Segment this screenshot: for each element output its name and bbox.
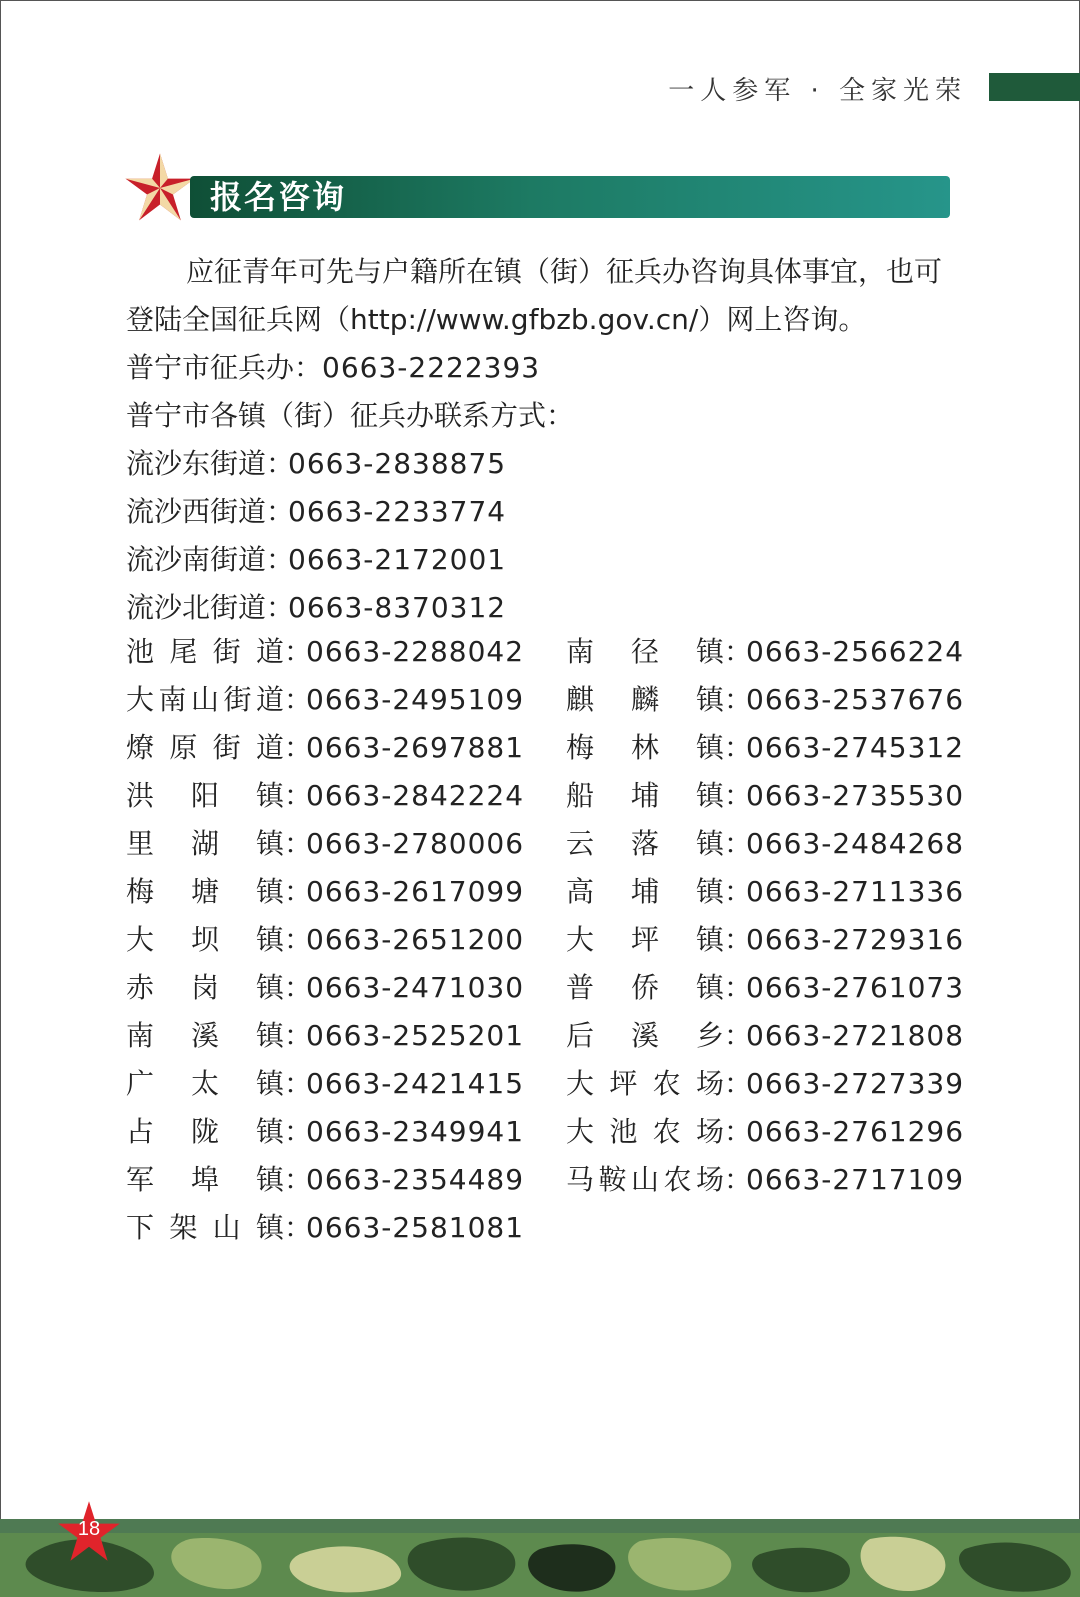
contact-phone: 0663-8370312 [288,591,507,624]
contact-name: 马鞍山农场 [566,1163,724,1196]
contact-phone: 0663-2581081 [306,1211,525,1244]
contact-row: 高埔镇：0663-2711336 [566,870,964,910]
contact-phone: 0663-2354489 [306,1163,525,1196]
contact-phone: 0663-2717109 [746,1163,965,1196]
contact-phone: 0663-2729316 [746,923,965,956]
contact-name: 高埔镇 [566,875,724,908]
contact-row: 流沙西街道：0663-2233774 [126,495,507,528]
contact-name: 普侨镇 [566,971,724,1004]
contact-row: 大坪镇：0663-2729316 [566,918,964,958]
towns-heading: 普宁市各镇（街）征兵办联系方式： [126,399,575,432]
contact-name: 赤岗镇 [126,971,284,1004]
contact-name: 后溪乡 [566,1019,724,1052]
contact-name: 里湖镇 [126,827,284,860]
contact-phone: 0663-2233774 [288,495,507,528]
contact-phone: 0663-2651200 [306,923,525,956]
contact-name: 流沙西街道 [126,495,267,528]
header-accent-bar [989,73,1080,101]
star-emblem-icon [124,152,196,224]
contact-phone: 0663-2761073 [746,971,965,1004]
contact-name: 流沙北街道 [126,591,267,624]
camouflage-footer [0,1519,1080,1597]
contact-row: 马鞍山农场：0663-2717109 [566,1158,964,1198]
contact-phone: 0663-2761296 [746,1115,965,1148]
contact-name: 梅林镇 [566,731,724,764]
contact-row: 南溪镇：0663-2525201 [126,1014,524,1054]
contact-name: 池尾街道 [126,635,284,668]
contact-row: 云落镇：0663-2484268 [566,822,964,862]
contact-phone: 0663-2495109 [306,683,525,716]
contact-name: 南径镇 [566,635,724,668]
contact-name: 下架山镇 [126,1211,284,1244]
contact-name: 广太镇 [126,1067,284,1100]
contact-phone: 0663-2838875 [288,447,507,480]
contact-phone: 0663-2471030 [306,971,525,1004]
contact-phone: 0663-2288042 [306,635,525,668]
contact-phone: 0663-2711336 [746,875,965,908]
contact-name: 云落镇 [566,827,724,860]
contact-row: 军埠镇：0663-2354489 [126,1158,524,1198]
contact-name: 大坪镇 [566,923,724,956]
contact-name: 南溪镇 [126,1019,284,1052]
page-number: 18 [77,1518,101,1540]
contact-row: 南径镇：0663-2566224 [566,630,964,670]
contact-row: 燎原街道：0663-2697881 [126,726,524,766]
contact-name: 梅塘镇 [126,875,284,908]
running-header: 一人参军 · 全家光荣 [668,76,967,106]
contact-phone: 0663-2735530 [746,779,965,812]
contact-phone: 0663-2697881 [306,731,525,764]
contact-phone: 0663-2421415 [306,1067,525,1100]
contact-phone: 0663-2727339 [746,1067,965,1100]
contact-name: 大坝镇 [126,923,284,956]
contact-phone: 0663-2721808 [746,1019,965,1052]
contact-row: 流沙北街道：0663-8370312 [126,591,507,624]
contact-row: 麒麟镇：0663-2537676 [566,678,964,718]
contact-name: 流沙南街道 [126,543,267,576]
contact-name: 大南山街道 [126,683,284,716]
contact-phone: 0663-2780006 [306,827,525,860]
contact-row: 普侨镇：0663-2761073 [566,966,964,1006]
contact-row: 流沙南街道：0663-2172001 [126,543,507,576]
contact-name: 大坪农场 [566,1067,724,1100]
contact-phone: 0663-2842224 [306,779,525,812]
contact-row: 里湖镇：0663-2780006 [126,822,524,862]
contact-name: 军埠镇 [126,1163,284,1196]
contact-name: 占陇镇 [126,1115,284,1148]
contact-row: 梅林镇：0663-2745312 [566,726,964,766]
intro-paragraph: 应征青年可先与户籍所在镇（街）征兵办咨询具体事宜，也可登陆全国征兵网（http://www.gfbzb.gov.cn/）网上咨询。 [126,255,943,336]
city-office-label: 普宁市征兵办： [126,351,323,384]
contact-row: 洪阳镇：0663-2842224 [126,774,524,814]
contact-row: 后溪乡：0663-2721808 [566,1014,964,1054]
contact-row: 大坪农场：0663-2727339 [566,1062,964,1102]
contact-name: 船埔镇 [566,779,724,812]
contact-phone: 0663-2745312 [746,731,965,764]
city-office-line [126,346,540,386]
section-title: 报名咨询 [210,178,347,216]
contact-row: 下架山镇：0663-2581081 [126,1206,524,1246]
contact-phone: 0663-2484268 [746,827,965,860]
contact-row: 赤岗镇：0663-2471030 [126,966,524,1006]
contact-name: 洪阳镇 [126,779,284,812]
contact-name: 流沙东街道 [126,447,267,480]
contact-phone: 0663-2525201 [306,1019,525,1052]
contact-name: 麒麟镇 [566,683,724,716]
contact-row: 梅塘镇：0663-2617099 [126,870,524,910]
contact-row: 船埔镇：0663-2735530 [566,774,964,814]
contact-phone: 0663-2349941 [306,1115,525,1148]
contact-phone: 0663-2172001 [288,543,507,576]
city-office-phone: 0663-2222393 [322,351,541,384]
contact-row: 池尾街道：0663-2288042 [126,630,524,670]
contact-phone: 0663-2566224 [746,635,965,668]
contact-row: 大南山街道：0663-2495109 [126,678,524,718]
contact-phone: 0663-2537676 [746,683,965,716]
contact-row: 占陇镇：0663-2349941 [126,1110,524,1150]
contact-name: 大池农场 [566,1115,724,1148]
contact-phone: 0663-2617099 [306,875,525,908]
contact-name: 燎原街道 [126,731,284,764]
contact-row: 流沙东街道：0663-2838875 [126,447,507,480]
contact-row: 大池农场：0663-2761296 [566,1110,964,1150]
contact-row: 大坝镇：0663-2651200 [126,918,524,958]
contact-row: 广太镇：0663-2421415 [126,1062,524,1102]
